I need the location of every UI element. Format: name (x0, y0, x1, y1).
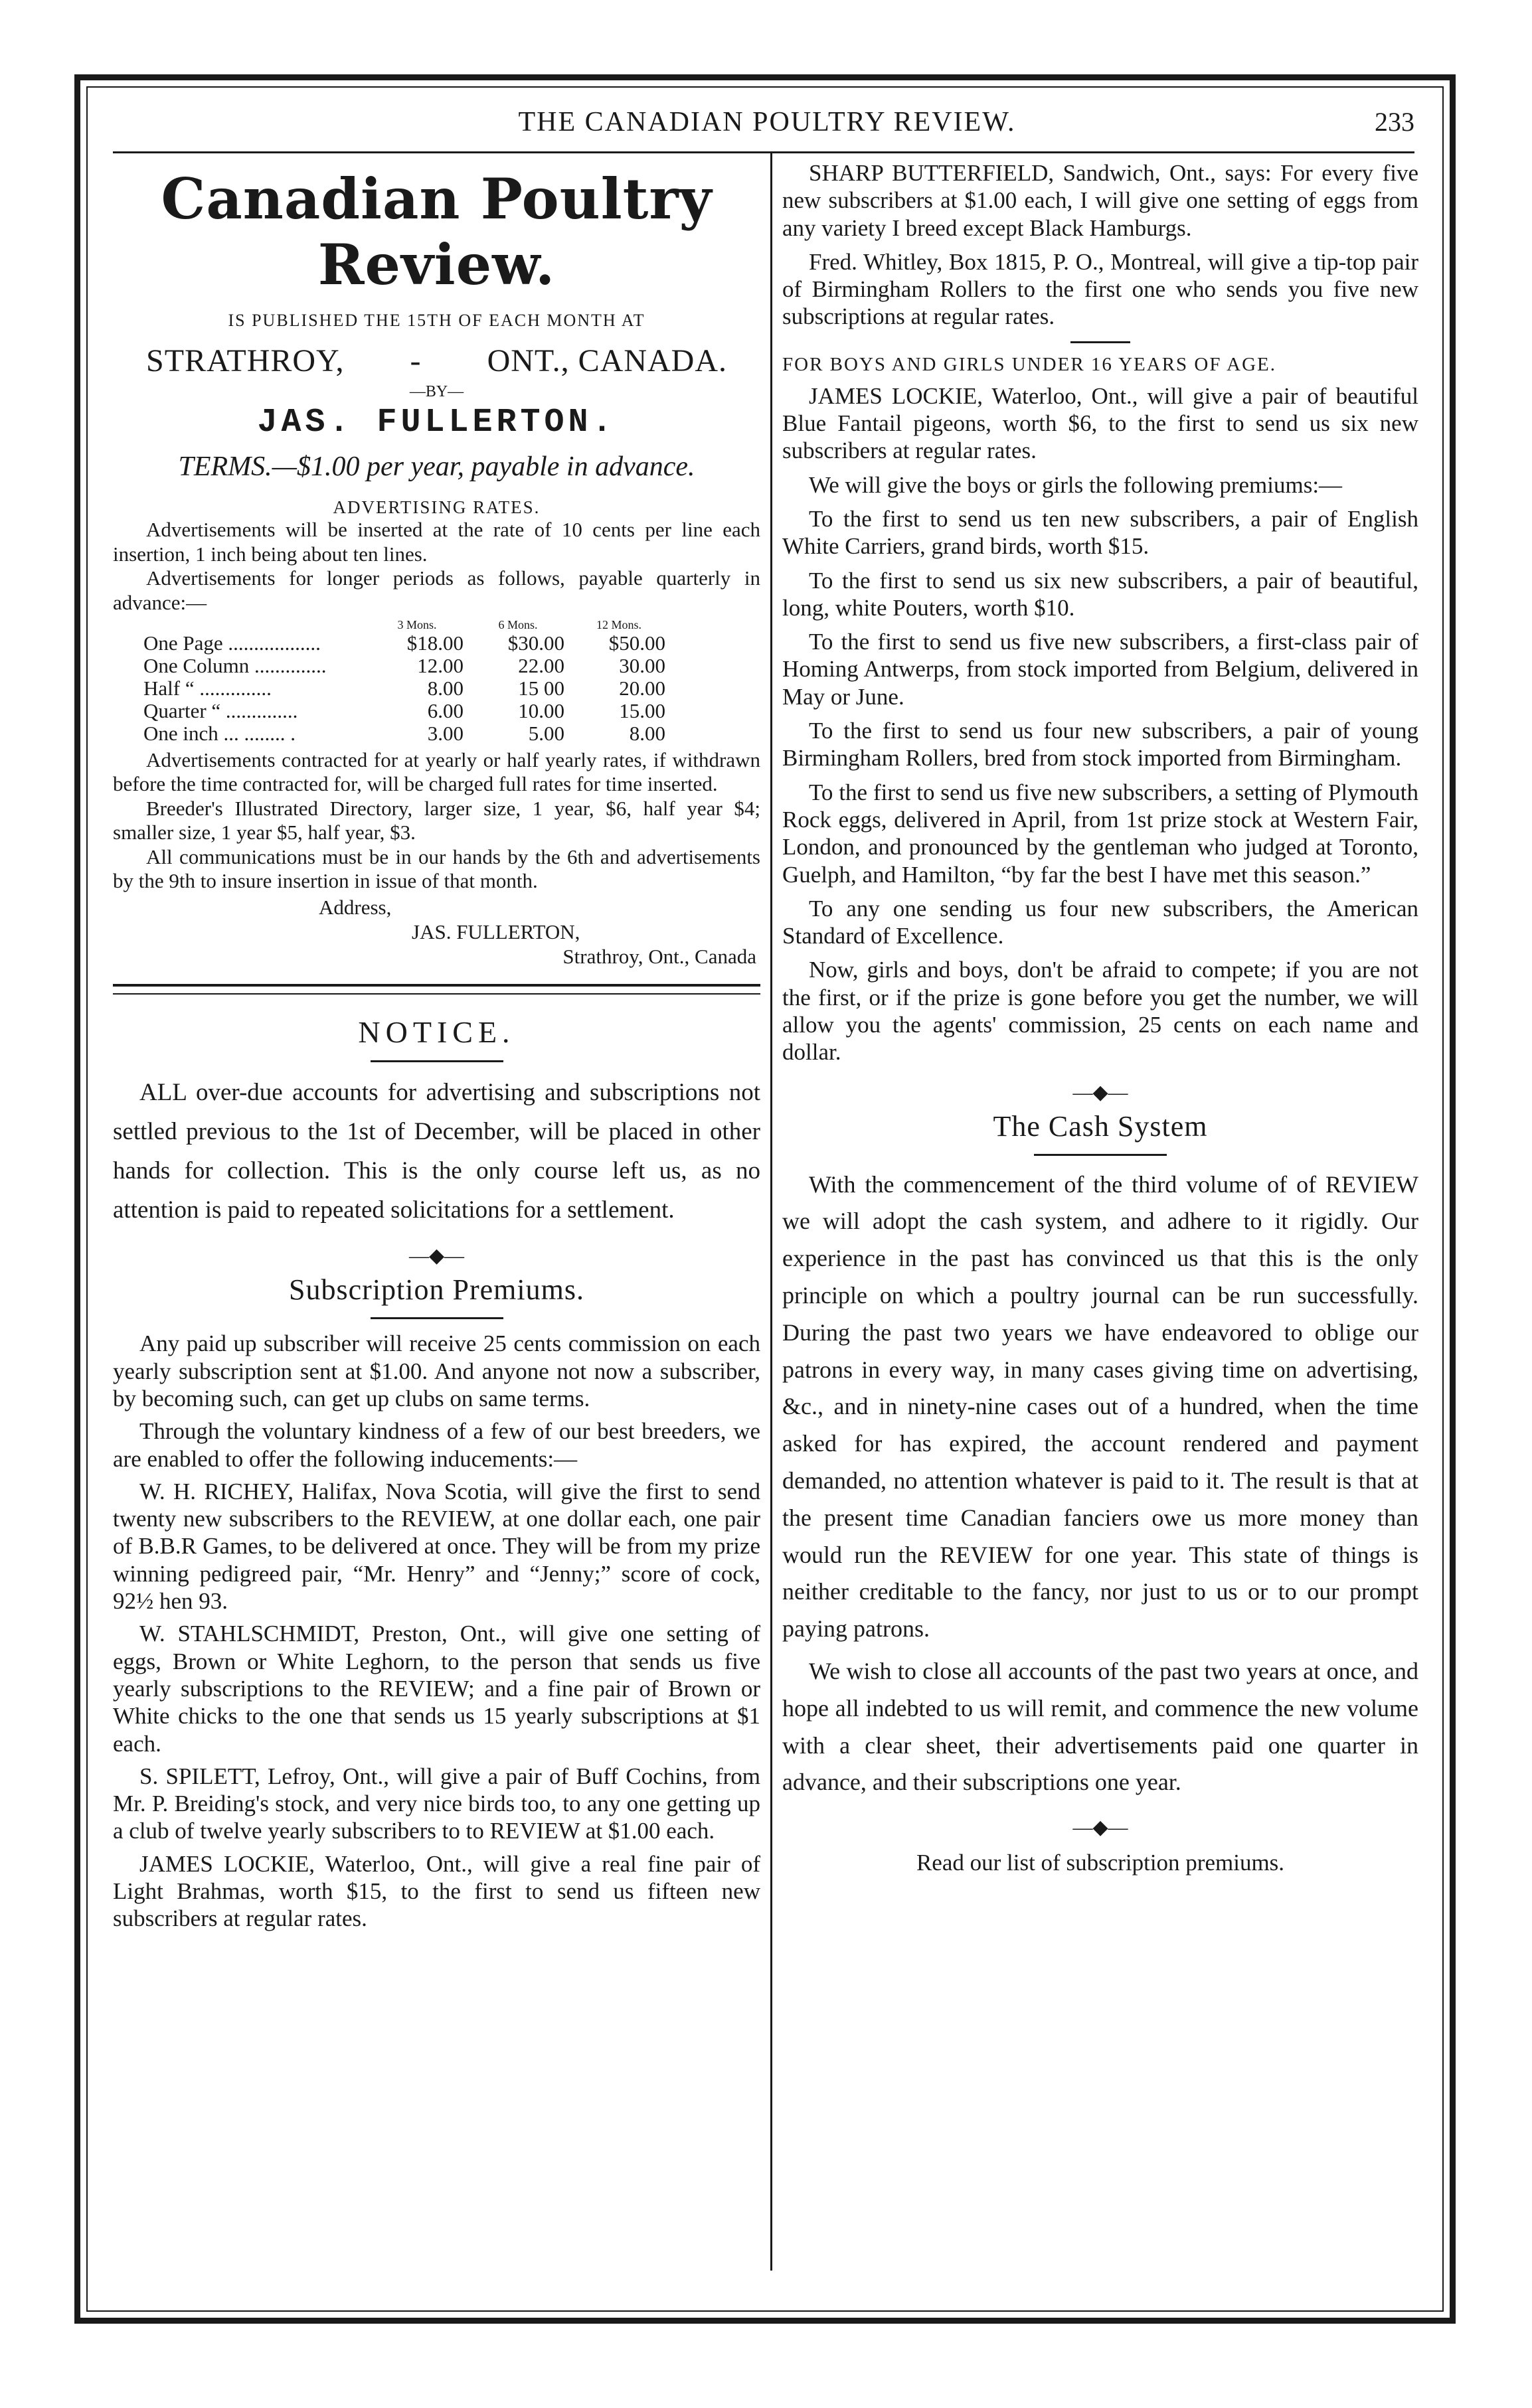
table-row: One Page .................. $18.00 $30.00 $50.00 (143, 631, 665, 655)
notice-body: ALL over-due accounts for advertising and subscriptions not settled previous to the 1st of December, will be placed in other hands for collection. This is the only course left us, as no attention is paid to repeated solicitations for a settlement. (113, 1078, 760, 1224)
premiums-p3: W. H. RICHEY, Halifax, Nova Scotia, will give the first to send twenty new subscribers to the REVIEW, at one dollar each, one pair of B.B.R Games, to be delivered at once. They will be from my prize winning pedigreed pair, “Mr. Henry” and “Jenny;” score of cock, 92½ hen 93. (113, 1478, 760, 1615)
place-line (146, 343, 727, 379)
rates-table (139, 619, 669, 745)
right-p1: SHARP BUTTERFIELD, Sandwich, Ont., says: For every five new subscribers at $1.00 each, I will give one setting of eggs from any variety I breed except Black Hamburgs. (782, 160, 1418, 241)
published-line: IS PUBLISHED THE 15TH OF EACH MONTH AT (228, 311, 645, 330)
premiums-p4: W. STAHLSCHMIDT, Preston, Ont., will give one setting of eggs, Brown or White Leghorn, to the person that sends us five yearly subscriptions to the REVIEW; and a fine pair of Brown or White chicks to the one that sends us 15 yearly subscriptions at $1 each. (113, 1621, 760, 1757)
section-rule (113, 984, 760, 995)
header-rule (113, 151, 1414, 153)
col-6-mons: 6 Mons. (498, 618, 538, 632)
ornament-divider: —◆— (408, 1245, 465, 1267)
premiums-p6: JAMES LOCKIE, Waterloo, Ont., will give a real fine pair of Light Brahmas, worth $15, to the first to send us fifteen new subscribers at regular rates. (113, 1850, 760, 1932)
editor-name: JAS. FULLERTON. (257, 404, 616, 441)
table-row: One inch ... ........ . 3.00 5.00 8.00 (143, 722, 665, 746)
col-3-mons: 3 Mons. (397, 618, 437, 632)
short-rule (1034, 1154, 1167, 1156)
city: STRATHROY, (146, 343, 345, 378)
right-p6: To the first to send us six new subscribers, a pair of beautiful, long, white Pouters, worth $10. (782, 567, 1418, 621)
table-row: One Column .............. 12.00 22.00 30.00 (143, 654, 665, 678)
table-row: Half “ .............. 8.00 15 00 20.00 (143, 677, 665, 700)
page-number: 233 (1375, 107, 1414, 137)
short-rule (1070, 341, 1130, 343)
premiums-p5: S. SPILETT, Lefroy, Ont., will give a pair of Buff Cochins, from Mr. P. Breiding's stock, and very nice birds too, to any one getting up a club of twelve yearly subscribers to to REVIEW at $1.00 each. (113, 1763, 760, 1844)
place-separator: - (410, 343, 422, 378)
rates-heading: ADVERTISING RATES. (333, 497, 541, 517)
short-rule (371, 1317, 503, 1319)
address-place: Strathroy, Ont., Canada (562, 945, 756, 969)
rates-intro: Advertisements will be inserted at the rate of 10 cents per line each insertion, 1 inch being about ten lines. (113, 518, 760, 566)
short-rule (371, 1060, 503, 1062)
province: ONT., CANADA. (487, 343, 727, 378)
right-p4: We will give the boys or girls the following premiums:— (809, 471, 1343, 498)
table-row: Quarter “ .............. 6.00 10.00 15.00 (143, 699, 665, 723)
rates-communications: All communications must be in our hands by the 6th and advertisements by the 9th to insure insertion in issue of that month. (113, 844, 760, 893)
rates-longer: Advertisements for longer periods as follows, payable quarterly in advance:— (113, 566, 760, 614)
premiums-title: Subscription Premiums. (289, 1273, 584, 1307)
right-p5: To the first to send us ten new subscribers, a pair of English White Carriers, grand birds, worth $15. (782, 505, 1418, 560)
col-12-mons: 12 Mons. (596, 618, 641, 632)
terms-line: TERMS.—$1.00 per year, payable in advance. (178, 451, 695, 482)
closing-line: Read our list of subscription premiums. (916, 1850, 1285, 1876)
right-p11: Now, girls and boys, don't be afraid to compete; if you are not the first, or if the prize is gone before you get the number, we will allow you the agents' commission, 25 cents on each name and dollar. (782, 957, 1418, 1066)
left-column (113, 159, 760, 1933)
right-p7: To the first to send us five new subscribers, a first-class pair of Homing Antwerps, from stock imported from Belgium, delivered in May or June. (782, 629, 1418, 710)
right-p3: JAMES LOCKIE, Waterloo, Ont., will give a pair of beautiful Blue Fantail pigeons, worth $6, to the first to send us six new subscribers at regular rates. (782, 382, 1418, 464)
masthead-title: Canadian Poultry Review. (161, 166, 713, 297)
rates-contracted: Advertisements contracted for at yearly or half yearly rates, if withdrawn before the time contracted for, will be charged full rates for time inserted. (113, 748, 760, 796)
ornament-divider: —◆— (1072, 1081, 1128, 1103)
ornament-divider: —◆— (1072, 1816, 1128, 1839)
right-p2: Fred. Whitley, Box 1815, P. O., Montreal, will give a tip-top pair of Birmingham Rollers to the first one who sends you five new subscriptions at regular rates. (782, 248, 1418, 330)
address-name: JAS. FULLERTON, (412, 920, 580, 944)
address-block (113, 895, 760, 969)
cash-p2: We wish to close all accounts of the past two years at once, and hope all indebted to us will remit, and commence the new volume with a clear sheet, their advertisements paid one quarter in advance, and their subscriptions one year. (782, 1657, 1418, 1796)
premiums-p1: Any paid up subscriber will receive 25 cents commission on each yearly subscription sent at $1.00. And anyone not now a subscriber, by becoming such, can get up clubs on same terms. (113, 1330, 760, 1411)
notice-title: NOTICE. (358, 1014, 515, 1049)
column-divider (770, 153, 772, 2271)
address-label: Address, (319, 896, 392, 920)
rates-header-row (139, 619, 669, 632)
right-column (782, 159, 1418, 1876)
right-p10: To any one sending us four new subscribers, the American Standard of Excellence. (782, 895, 1418, 949)
page-header (113, 100, 1421, 153)
cash-system-title: The Cash System (993, 1109, 1208, 1143)
right-p8: To the first to send us four new subscribers, a pair of young Birmingham Rollers, bred from stock imported from Birmingham. (782, 718, 1418, 771)
running-title: THE CANADIAN POULTRY REVIEW. (518, 107, 1016, 137)
rates-breeders: Breeder's Illustrated Directory, larger size, 1 year, $6, half year $4; smaller size, 1 year $5, half year, $3. (113, 796, 760, 844)
by-line: —BY— (409, 383, 464, 400)
boys-girls-heading: FOR BOYS AND GIRLS UNDER 16 YEARS OF AGE. (782, 353, 1276, 375)
premiums-p2: Through the voluntary kindness of a few of our best breeders, we are enabled to offer the following inducements:— (113, 1418, 760, 1472)
cash-p1: With the commencement of the third volume of of REVIEW we will adopt the cash system, and adhere to it rigidly. Our experience in the past has convinced us that this is the only principle on which a poultry journal can be run successfully. During the past two years we have endeavored to oblige our patrons in every way, in many cases giving time on advertising, &c., and in ninety-nine cases out of a hundred, when the time asked for has expired, the account rendered and payment demanded, no attention whatever is paid to it. The result is that at the present time Canadian fanciers owe us more money than would run the REVIEW for one year. This state of things is neither creditable to the fancy, nor just to us or to our prompt paying patrons. (782, 1170, 1418, 1643)
right-p9: To the first to send us five new subscribers, a setting of Plymouth Rock eggs, delivered in April, from 1st prize stock at Western Fair, London, and pronounced by the gentleman who judged at Toronto, Guelph, and Hamilton, “by far the best I have met this season.” (782, 779, 1418, 888)
